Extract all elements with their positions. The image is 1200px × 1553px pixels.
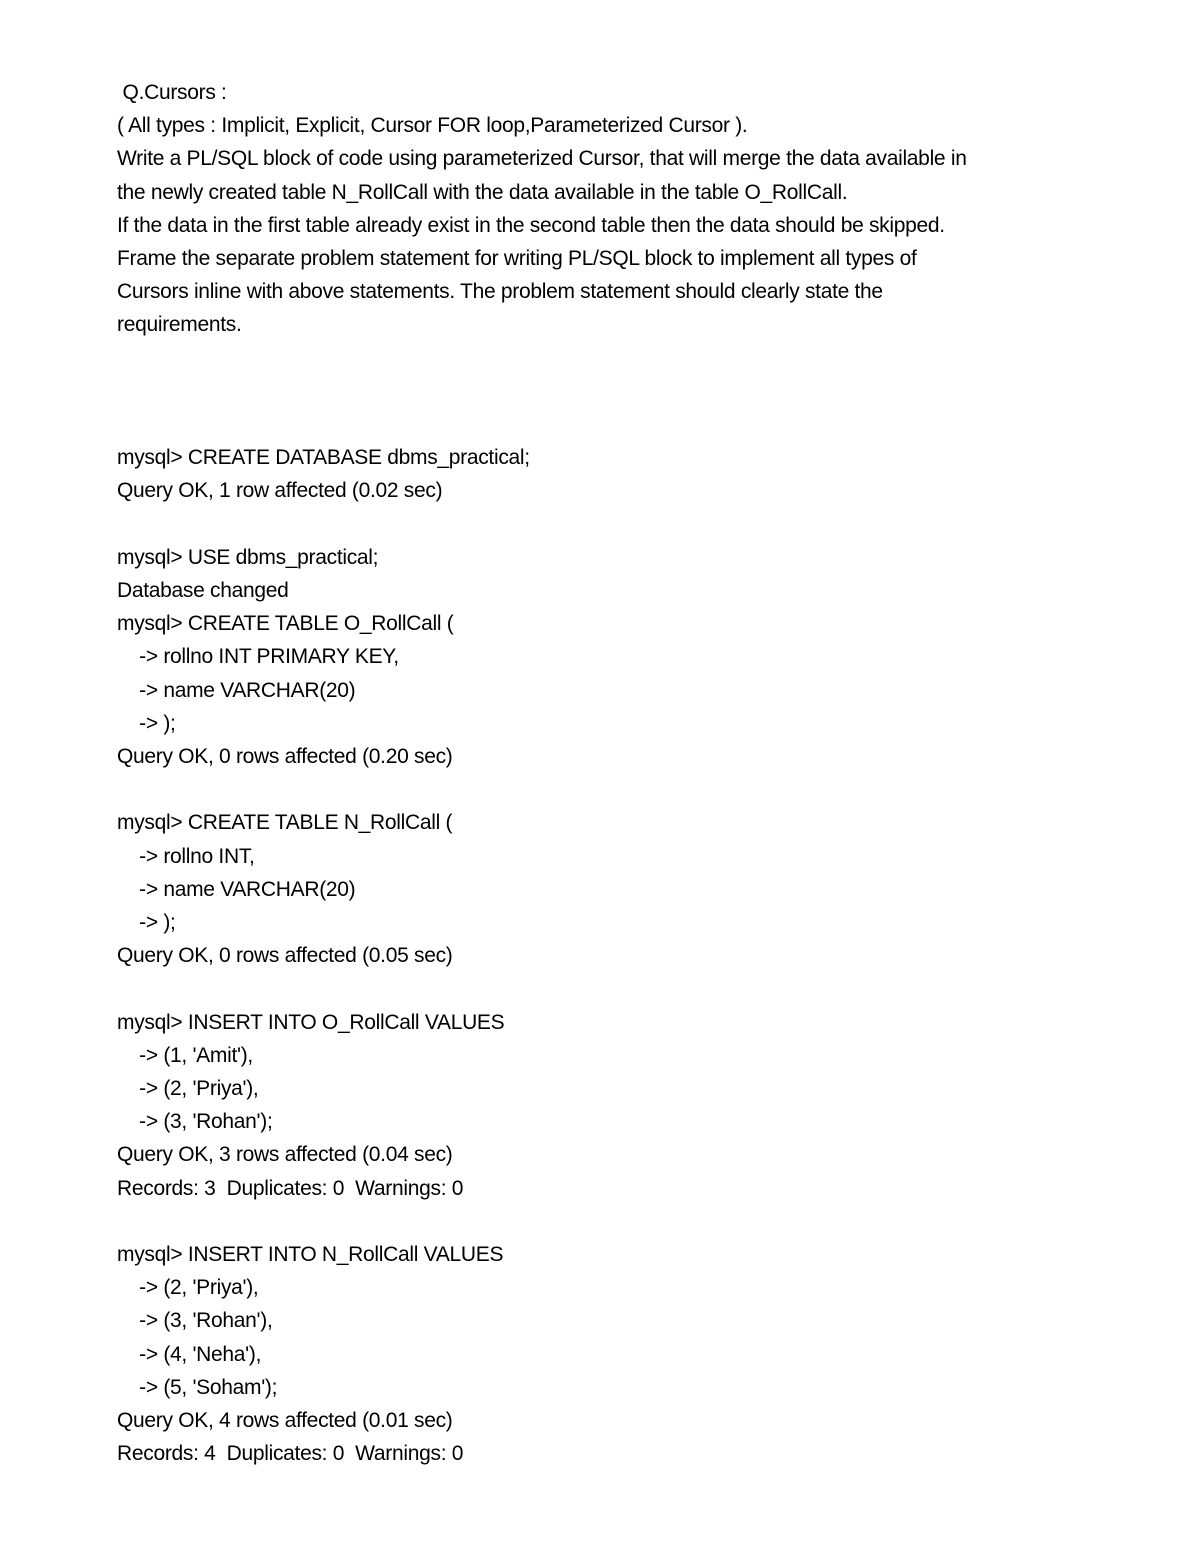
blank-line	[117, 1205, 1117, 1238]
continuation-line: -> name VARCHAR(20)	[117, 877, 356, 901]
blank-line	[117, 508, 1117, 541]
continuation-line: -> rollno INT PRIMARY KEY,	[117, 645, 399, 669]
question-title: Q.Cursors :	[117, 81, 227, 104]
statement-line: Cursors inline with above statements. The problem statement should clearly state the	[117, 280, 883, 304]
insert-o-records: Records: 3 Duplicates: 0 Warnings: 0	[117, 1176, 464, 1200]
blank-line	[117, 972, 1117, 1005]
continuation-line: -> (3, 'Rohan');	[117, 1110, 273, 1134]
create-o-table-result: Query OK, 0 rows affected (0.20 sec)	[117, 745, 453, 769]
continuation-line: -> name VARCHAR(20)	[117, 678, 356, 702]
continuation-line: -> );	[117, 911, 176, 935]
statement-line: the newly created table N_RollCall with the data available in the table O_RollCall.	[117, 180, 848, 204]
create-n-table-result: Query OK, 0 rows affected (0.05 sec)	[117, 944, 453, 968]
continuation-line: -> (4, 'Neha'),	[117, 1342, 262, 1366]
statement-line: Write a PL/SQL block of code using parameterized Cursor, that will merge the data available in	[117, 147, 967, 171]
continuation-line: -> (5, 'Soham');	[117, 1375, 278, 1399]
continuation-line: -> (2, 'Priya'),	[117, 1276, 259, 1300]
use-db-command: mysql> USE dbms_practical;	[117, 545, 379, 569]
blank-line	[117, 773, 1117, 806]
statement-line: requirements.	[117, 313, 242, 337]
insert-o-result: Query OK, 3 rows affected (0.04 sec)	[117, 1143, 453, 1167]
insert-n-result: Query OK, 4 rows affected (0.01 sec)	[117, 1409, 453, 1433]
statement-line: Frame the separate problem statement for writing PL/SQL block to implement all types of	[117, 247, 917, 271]
continuation-line: -> );	[117, 711, 176, 735]
statement-line: If the data in the first table already exist in the second table then the data should be skipped.	[117, 213, 945, 237]
use-db-result: Database changed	[117, 579, 289, 602]
continuation-line: -> (2, 'Priya'),	[117, 1077, 259, 1101]
document-content	[117, 76, 1117, 1470]
insert-o-command: mysql> INSERT INTO O_RollCall VALUES	[117, 1010, 505, 1034]
continuation-line: -> rollno INT,	[117, 844, 255, 868]
continuation-line: -> (1, 'Amit'),	[117, 1043, 253, 1067]
create-db-command: mysql> CREATE DATABASE dbms_practical;	[117, 446, 530, 470]
continuation-line: -> (3, 'Rohan'),	[117, 1309, 273, 1333]
blank-space	[117, 408, 1117, 441]
blank-space	[117, 342, 1117, 408]
create-o-table-command: mysql> CREATE TABLE O_RollCall (	[117, 612, 454, 636]
question-types: ( All types : Implicit, Explicit, Cursor FOR loop,Parameterized Cursor ).	[117, 114, 748, 138]
insert-n-records: Records: 4 Duplicates: 0 Warnings: 0	[117, 1442, 464, 1466]
create-db-result: Query OK, 1 row affected (0.02 sec)	[117, 479, 443, 503]
insert-n-command: mysql> INSERT INTO N_RollCall VALUES	[117, 1243, 504, 1267]
create-n-table-command: mysql> CREATE TABLE N_RollCall (	[117, 811, 453, 835]
